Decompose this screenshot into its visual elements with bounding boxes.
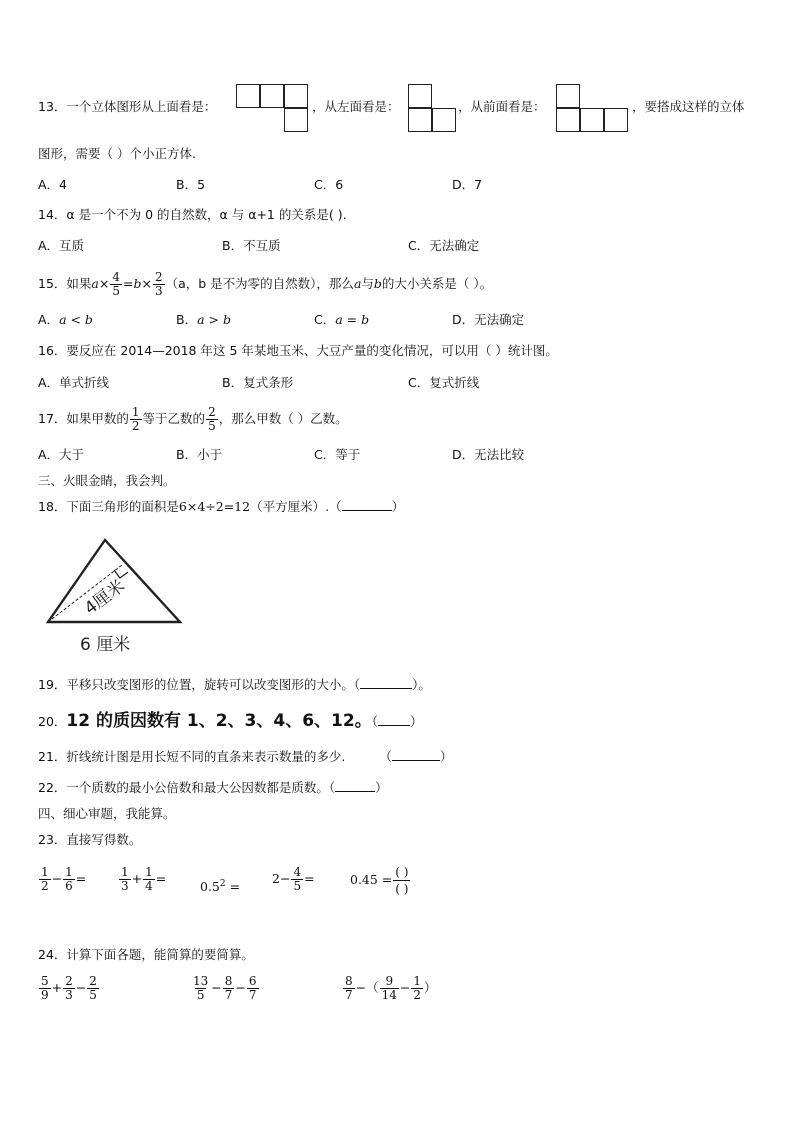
- top-view-cell: [236, 84, 260, 108]
- q17-option-a: A．大于: [38, 447, 85, 462]
- q19-question: 19．平移只改变图形的位置，旋转可以改变图形的大小。（ ）。: [38, 677, 431, 692]
- q18-expression: 6×4÷2=12: [178, 499, 251, 514]
- var-b: b: [373, 276, 382, 291]
- answer-blank[interactable]: [335, 791, 375, 792]
- q17-mid: 等于乙数的: [142, 411, 206, 426]
- q13-option-b: B．5: [176, 177, 206, 192]
- q13-lead: 13．一个立体图形从上面看是：: [38, 99, 217, 114]
- q13-left-text: ，从左面看是：: [312, 99, 400, 114]
- left-view-cell: [432, 108, 456, 132]
- front-view-cell: [604, 108, 628, 132]
- q17-option-c: C．等于: [314, 447, 361, 462]
- q14-option-c: C．无法确定: [408, 238, 480, 253]
- q23-expression-3: $0.5^2$ =: [200, 879, 241, 895]
- q23-expression-1: $\frac{1}{2}$ − $\frac{1}{6}$ =: [41, 865, 87, 893]
- q15-question: [38, 266, 492, 302]
- answer-blank[interactable]: [378, 725, 410, 726]
- q23-expression-5: 0.45 = ( ) ( ): [350, 865, 409, 896]
- triangle-figure: [40, 535, 190, 660]
- q15-tail: 的大小关系是（ ）。: [381, 276, 493, 291]
- answer-blank[interactable]: [392, 760, 440, 761]
- left-view-cell: [408, 84, 432, 108]
- answer-blank[interactable]: ( ): [395, 882, 409, 896]
- q23-question: 23．直接写得数。: [38, 832, 142, 847]
- q13-option-d: D．7: [452, 177, 483, 192]
- front-view-figure: [556, 84, 628, 132]
- var-a: a: [353, 276, 362, 291]
- times-sign: ×: [141, 276, 152, 291]
- q13-option-a: A．4: [38, 177, 68, 192]
- top-view-figure: [236, 84, 308, 132]
- q16-option-c: C．复式折线: [408, 375, 480, 390]
- fraction: $\frac{2}{5}$: [208, 405, 216, 433]
- var-a: a: [91, 276, 99, 291]
- q15-option-c: C．a = b: [314, 312, 370, 327]
- q23-expression-2: $\frac{1}{3}$ + $\frac{1}{4}$ =: [121, 865, 167, 893]
- q13-option-c: C．6: [314, 177, 344, 192]
- q15-condition: （a，b 是不为零的自然数），那么: [165, 276, 354, 291]
- front-view-cell: [580, 108, 604, 132]
- q15-conjunction: 与: [361, 276, 374, 291]
- q20-statement: 12 的质因数有 1、2、3、4、6、12。: [66, 711, 372, 731]
- height-label: 4厘米: [80, 576, 129, 619]
- top-view-cell: [260, 84, 284, 108]
- q17-option-d: D．无法比较: [452, 447, 525, 462]
- front-view-cell: [556, 108, 580, 132]
- q13-line1: [38, 99, 216, 115]
- q15-option-b: B．a > b: [176, 312, 231, 327]
- fraction: $\frac{4}{5}$: [112, 270, 120, 298]
- q16-option-b: B．复式条形: [222, 375, 294, 390]
- q24-expression-1: $\frac{5}{9}$ + $\frac{2}{3}$ − $\frac{2}{5}$: [41, 974, 97, 1002]
- q24-question: 24．计算下面各题，能简算的要简算。: [38, 947, 254, 962]
- q17-prefix: 17．如果甲数的: [38, 411, 129, 426]
- q20-question: 20．12 的质因数有 1、2、3、4、6、12。（ ）: [38, 711, 423, 731]
- q16-question: 16．要反应在 2014—2018 年这 5 年某地玉米、大豆产量的变化情况，可以用（ ）统计图。: [38, 343, 558, 358]
- q24-expression-3: $\frac{8}{7}$ −（ $\frac{9}{14}$ − $\frac{1}{2}$ ）: [345, 974, 437, 1002]
- q17-tail: ，那么甲数（ ）乙数。: [218, 411, 348, 426]
- answer-blank[interactable]: [360, 688, 412, 689]
- q14-option-b: B．不互质: [222, 238, 281, 253]
- q13-line2: 图形，需要（ ）个小正方体.: [38, 146, 196, 161]
- base-label: 6 厘米: [80, 635, 131, 655]
- answer-blank[interactable]: [342, 510, 392, 511]
- q15-prefix: 15．如果: [38, 276, 92, 291]
- q17-option-b: B．小于: [176, 447, 223, 462]
- left-view-figure: [408, 84, 456, 132]
- q21-question: 21．折线统计图是用长短不同的直条来表示数量的多少. （ ）: [38, 749, 453, 764]
- q18-question: 18．下面三角形的面积是6×4÷2=12（平方厘米）.（ ）: [38, 499, 405, 514]
- times-sign: ×: [98, 276, 110, 291]
- answer-blank[interactable]: ( ): [395, 865, 409, 879]
- var-b: b: [133, 276, 142, 291]
- fraction: $\frac{1}{2}$: [131, 405, 140, 433]
- fraction: $\frac{2}{3}$: [154, 270, 163, 298]
- section-4-heading: 四、细心审题，我能算。: [38, 806, 176, 821]
- q24-expression-2: $\frac{13}{5}$ − $\frac{8}{7}$ − $\frac{6}{7}$: [193, 974, 257, 1002]
- q16-option-a: A．单式折线: [38, 375, 110, 390]
- left-view-cell: [408, 108, 432, 132]
- q23-expression-4: 2− $\frac{4}{5}$ =: [272, 865, 315, 893]
- top-view-cell: [284, 84, 308, 108]
- q14-question: 14．α 是一个不为 0 的自然数，α 与 α+1 的关系是( ).: [38, 207, 347, 222]
- front-view-cell: [556, 84, 580, 108]
- q15-option-d: D．无法确定: [452, 312, 525, 327]
- q22-question: 22．一个质数的最小公倍数和最大公因数都是质数。（ ）: [38, 780, 388, 795]
- section-3-heading: 三、火眼金睛，我会判。: [38, 473, 176, 488]
- q13-front-text: ，从前面看是：: [458, 99, 546, 114]
- q13-tail: ，要搭成这样的立体: [632, 99, 745, 114]
- q17-question: [38, 401, 348, 437]
- q15-option-a: A．a < b: [38, 312, 93, 327]
- top-view-cell: [284, 108, 308, 132]
- q14-option-a: A．互质: [38, 238, 85, 253]
- equals-sign: =: [122, 276, 134, 291]
